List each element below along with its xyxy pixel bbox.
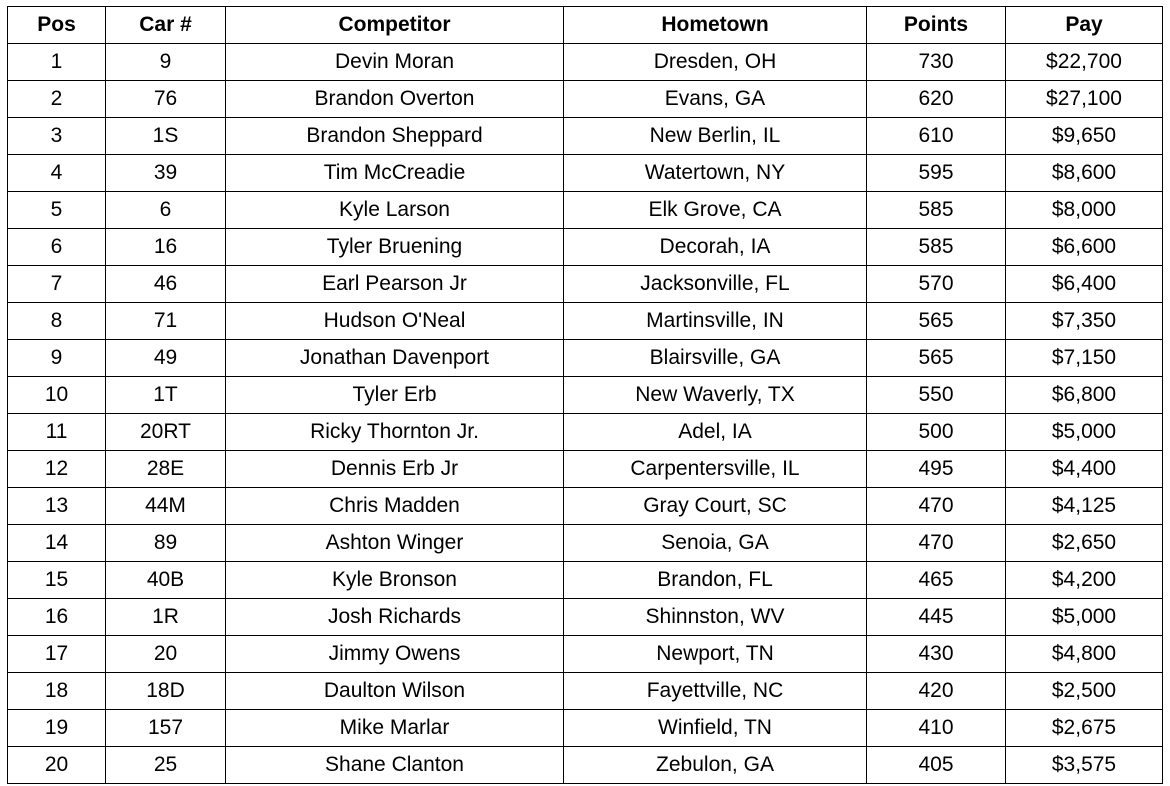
- cell-hometown: Dresden, OH: [564, 44, 867, 81]
- cell-car-number: 40B: [106, 562, 226, 599]
- table-row: [8, 562, 1163, 599]
- cell-hometown: Blairsville, GA: [564, 340, 867, 377]
- cell-pay: $4,400: [1006, 451, 1163, 488]
- cell-car-number: 1S: [106, 118, 226, 155]
- cell-car-number: 28E: [106, 451, 226, 488]
- cell-pos: 13: [8, 488, 106, 525]
- cell-points: 550: [867, 377, 1006, 414]
- cell-competitor: Daulton Wilson: [226, 673, 564, 710]
- cell-competitor: Shane Clanton: [226, 747, 564, 784]
- table-row: [8, 266, 1163, 303]
- table-body: [8, 44, 1163, 784]
- cell-pos: 6: [8, 229, 106, 266]
- cell-car-number: 46: [106, 266, 226, 303]
- results-table: [7, 6, 1163, 784]
- cell-pos: 9: [8, 340, 106, 377]
- cell-pay: $6,800: [1006, 377, 1163, 414]
- cell-pos: 11: [8, 414, 106, 451]
- cell-car-number: 18D: [106, 673, 226, 710]
- table-row: [8, 303, 1163, 340]
- cell-pay: $9,650: [1006, 118, 1163, 155]
- table-row: [8, 747, 1163, 784]
- table-row: [8, 229, 1163, 266]
- cell-competitor: Hudson O'Neal: [226, 303, 564, 340]
- table-row: [8, 636, 1163, 673]
- cell-points: 445: [867, 599, 1006, 636]
- cell-pay: $5,000: [1006, 599, 1163, 636]
- cell-points: 730: [867, 44, 1006, 81]
- table-header: [8, 7, 1163, 44]
- cell-competitor: Josh Richards: [226, 599, 564, 636]
- cell-points: 610: [867, 118, 1006, 155]
- cell-hometown: Gray Court, SC: [564, 488, 867, 525]
- cell-competitor: Kyle Bronson: [226, 562, 564, 599]
- cell-competitor: Mike Marlar: [226, 710, 564, 747]
- table-row: [8, 673, 1163, 710]
- cell-car-number: 71: [106, 303, 226, 340]
- header-pos: Pos: [8, 7, 106, 44]
- cell-pos: 14: [8, 525, 106, 562]
- cell-competitor: Brandon Overton: [226, 81, 564, 118]
- header-car-number: Car #: [106, 7, 226, 44]
- cell-hometown: Zebulon, GA: [564, 747, 867, 784]
- cell-pay: $8,000: [1006, 192, 1163, 229]
- cell-hometown: Newport, TN: [564, 636, 867, 673]
- cell-hometown: Shinnston, WV: [564, 599, 867, 636]
- cell-points: 470: [867, 488, 1006, 525]
- cell-hometown: Watertown, NY: [564, 155, 867, 192]
- cell-hometown: New Waverly, TX: [564, 377, 867, 414]
- cell-pos: 16: [8, 599, 106, 636]
- cell-hometown: Fayettville, NC: [564, 673, 867, 710]
- cell-pay: $5,000: [1006, 414, 1163, 451]
- cell-hometown: Evans, GA: [564, 81, 867, 118]
- cell-competitor: Tyler Bruening: [226, 229, 564, 266]
- cell-pos: 2: [8, 81, 106, 118]
- cell-pay: $2,650: [1006, 525, 1163, 562]
- cell-pos: 12: [8, 451, 106, 488]
- cell-pay: $6,400: [1006, 266, 1163, 303]
- cell-pay: $27,100: [1006, 81, 1163, 118]
- cell-pos: 19: [8, 710, 106, 747]
- cell-pay: $7,350: [1006, 303, 1163, 340]
- cell-car-number: 20RT: [106, 414, 226, 451]
- cell-pay: $3,575: [1006, 747, 1163, 784]
- cell-car-number: 6: [106, 192, 226, 229]
- cell-pos: 17: [8, 636, 106, 673]
- cell-competitor: Tyler Erb: [226, 377, 564, 414]
- header-row: [8, 7, 1163, 44]
- cell-competitor: Jonathan Davenport: [226, 340, 564, 377]
- cell-points: 595: [867, 155, 1006, 192]
- cell-hometown: Winfield, TN: [564, 710, 867, 747]
- cell-hometown: New Berlin, IL: [564, 118, 867, 155]
- cell-car-number: 16: [106, 229, 226, 266]
- cell-points: 565: [867, 340, 1006, 377]
- table-row: [8, 525, 1163, 562]
- header-hometown: Hometown: [564, 7, 867, 44]
- cell-points: 565: [867, 303, 1006, 340]
- cell-hometown: Adel, IA: [564, 414, 867, 451]
- cell-hometown: Martinsville, IN: [564, 303, 867, 340]
- cell-pay: $2,500: [1006, 673, 1163, 710]
- cell-competitor: Earl Pearson Jr: [226, 266, 564, 303]
- cell-car-number: 39: [106, 155, 226, 192]
- cell-pos: 7: [8, 266, 106, 303]
- cell-competitor: Tim McCreadie: [226, 155, 564, 192]
- cell-points: 430: [867, 636, 1006, 673]
- cell-pay: $6,600: [1006, 229, 1163, 266]
- cell-car-number: 1R: [106, 599, 226, 636]
- cell-competitor: Kyle Larson: [226, 192, 564, 229]
- cell-pos: 18: [8, 673, 106, 710]
- cell-pos: 4: [8, 155, 106, 192]
- cell-hometown: Brandon, FL: [564, 562, 867, 599]
- cell-car-number: 157: [106, 710, 226, 747]
- cell-pos: 15: [8, 562, 106, 599]
- cell-competitor: Devin Moran: [226, 44, 564, 81]
- cell-pos: 10: [8, 377, 106, 414]
- table-row: [8, 155, 1163, 192]
- cell-car-number: 25: [106, 747, 226, 784]
- cell-car-number: 1T: [106, 377, 226, 414]
- cell-competitor: Jimmy Owens: [226, 636, 564, 673]
- cell-competitor: Brandon Sheppard: [226, 118, 564, 155]
- cell-points: 410: [867, 710, 1006, 747]
- header-points: Points: [867, 7, 1006, 44]
- cell-hometown: Elk Grove, CA: [564, 192, 867, 229]
- cell-points: 405: [867, 747, 1006, 784]
- cell-pay: $4,800: [1006, 636, 1163, 673]
- cell-points: 500: [867, 414, 1006, 451]
- header-competitor: Competitor: [226, 7, 564, 44]
- cell-competitor: Dennis Erb Jr: [226, 451, 564, 488]
- table-row: [8, 81, 1163, 118]
- cell-points: 465: [867, 562, 1006, 599]
- cell-points: 470: [867, 525, 1006, 562]
- table-row: [8, 451, 1163, 488]
- cell-pay: $22,700: [1006, 44, 1163, 81]
- cell-car-number: 9: [106, 44, 226, 81]
- table-row: [8, 710, 1163, 747]
- cell-pay: $4,125: [1006, 488, 1163, 525]
- header-pay: Pay: [1006, 7, 1163, 44]
- cell-competitor: Chris Madden: [226, 488, 564, 525]
- cell-pos: 5: [8, 192, 106, 229]
- table-row: [8, 377, 1163, 414]
- cell-pos: 8: [8, 303, 106, 340]
- cell-car-number: 89: [106, 525, 226, 562]
- cell-hometown: Decorah, IA: [564, 229, 867, 266]
- cell-pay: $8,600: [1006, 155, 1163, 192]
- cell-points: 585: [867, 192, 1006, 229]
- table-row: [8, 44, 1163, 81]
- cell-pos: 3: [8, 118, 106, 155]
- cell-car-number: 49: [106, 340, 226, 377]
- table-row: [8, 340, 1163, 377]
- cell-hometown: Carpentersville, IL: [564, 451, 867, 488]
- cell-competitor: Ashton Winger: [226, 525, 564, 562]
- cell-competitor: Ricky Thornton Jr.: [226, 414, 564, 451]
- cell-car-number: 20: [106, 636, 226, 673]
- cell-points: 420: [867, 673, 1006, 710]
- table-row: [8, 414, 1163, 451]
- cell-car-number: 76: [106, 81, 226, 118]
- cell-points: 620: [867, 81, 1006, 118]
- cell-hometown: Senoia, GA: [564, 525, 867, 562]
- cell-pay: $7,150: [1006, 340, 1163, 377]
- cell-points: 495: [867, 451, 1006, 488]
- cell-hometown: Jacksonville, FL: [564, 266, 867, 303]
- cell-pos: 20: [8, 747, 106, 784]
- cell-points: 585: [867, 229, 1006, 266]
- table-row: [8, 599, 1163, 636]
- cell-points: 570: [867, 266, 1006, 303]
- cell-pay: $2,675: [1006, 710, 1163, 747]
- cell-pos: 1: [8, 44, 106, 81]
- cell-pay: $4,200: [1006, 562, 1163, 599]
- table-row: [8, 118, 1163, 155]
- cell-car-number: 44M: [106, 488, 226, 525]
- table-row: [8, 192, 1163, 229]
- table-row: [8, 488, 1163, 525]
